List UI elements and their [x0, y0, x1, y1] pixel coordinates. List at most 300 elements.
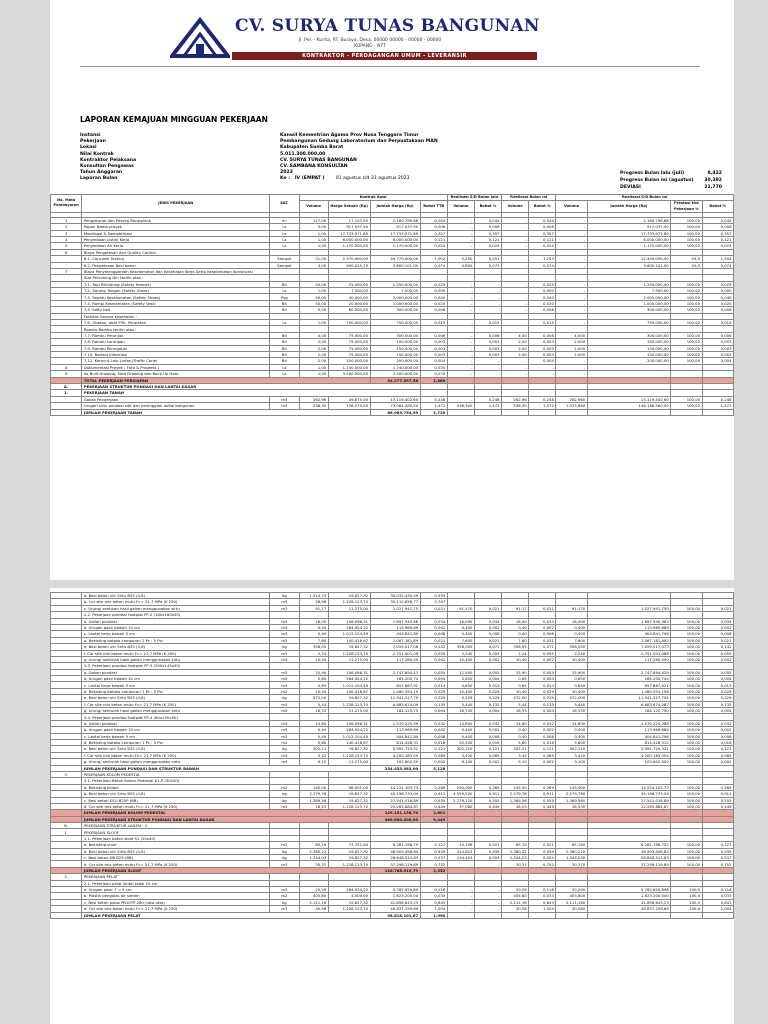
table-cell: 37.298.119,89: [370, 861, 420, 867]
table-cell: TOTAL PEKERJAAN PERSIAPAN: [82, 377, 370, 383]
table-cell: 0,033: [702, 893, 733, 899]
col-header: Jumlah Harga (Rp): [370, 201, 420, 212]
table-cell: 0,006: [529, 332, 556, 338]
table-cell: 0,229: [420, 695, 447, 701]
table-cell: 20,290: [556, 886, 587, 892]
table-cell: -: [502, 307, 529, 313]
table-cell: 8: [51, 364, 82, 370]
col-header: Prestasi thd Pekerjaan %: [671, 201, 702, 212]
company-name: CV. SURYA TUNAS BANGUNAN: [235, 16, 540, 36]
table-cell: 16,000: [556, 618, 587, 624]
table-cell: Dokumentasi Proyek ( Foto & Progress ): [82, 364, 270, 370]
table-cell: 100.000,00: [328, 358, 370, 364]
table-cell: 300.000,00: [587, 332, 671, 338]
table-cell: 0,029: [474, 688, 501, 694]
table-cell: 25,90: [502, 669, 529, 675]
table-cell: 0,40: [502, 631, 529, 637]
table-cell: c. Urung/ sentulah hasil galian menggunakan sirtu: [82, 605, 270, 611]
table-cell: 184.125,750: [587, 708, 671, 714]
table-cell: 19.827,32: [328, 797, 370, 803]
table-cell: d. Cor site mix beton mutu f'c= 21,7 MPa (K 250): [82, 906, 270, 912]
table-cell: PEKERJAAN STRUKTUR PONDASI DAN LANTAI DASAR: [82, 383, 420, 389]
table-cell: 1,990: [420, 912, 447, 918]
table-cell: m3: [270, 396, 299, 402]
table-cell: 6.683.674,09: [370, 701, 420, 707]
table-cell: Sampel: [270, 262, 299, 268]
table-cell: 0,911: [702, 791, 733, 797]
table-cell: 100,00: [671, 842, 702, 848]
table-cell: 2.180.796,68: [370, 217, 420, 223]
table-cell: Psg: [270, 294, 299, 300]
table-cell: 0,008: [474, 733, 501, 739]
table-cell: 1,504: [702, 256, 733, 262]
table-cell: [502, 912, 529, 918]
table-cell: 100,00: [671, 708, 702, 714]
info-value: CV. SAMBANA KONSULTAN: [280, 164, 348, 170]
table-cell: 30,37: [299, 861, 328, 867]
table-cell: 19.827,32: [328, 848, 370, 854]
table-cell: 1.570.225,39: [370, 720, 420, 726]
table-cell: 0,006: [420, 332, 447, 338]
table-cell: Bh: [270, 345, 299, 351]
table-cell: 0,400: [556, 631, 587, 637]
table-cell: 91,170: [447, 605, 474, 611]
col-header: Bobot %: [529, 201, 556, 212]
table-cell: 4: [51, 236, 82, 242]
table-cell: 0,911: [474, 791, 501, 797]
table-cell: -: [447, 358, 474, 364]
table-cell: 7,60: [299, 637, 328, 643]
table-cell: 0,008: [420, 224, 447, 230]
table-cell: 49.837.259,69: [587, 906, 671, 912]
table-cell: 1,00: [299, 364, 328, 370]
table-cell: m3: [270, 656, 299, 662]
table-cell: -: [447, 224, 474, 230]
table-cell: 1.228.123,70: [328, 803, 370, 809]
table-cell: 0,400: [556, 624, 587, 630]
table-cell: 85,190: [556, 842, 587, 848]
table-cell: 0,074: [420, 262, 447, 268]
table-cell: 5.782.620,896: [587, 886, 671, 892]
table-cell: 1.228.123,70: [328, 752, 370, 758]
table-cell: 140.418,67: [328, 688, 370, 694]
table-cell: 100,00: [671, 224, 702, 230]
table-cell: [502, 409, 529, 415]
table-cell: 0,003: [474, 339, 501, 345]
progress-table-part-1: [50, 194, 734, 416]
table-cell: 16,33: [502, 708, 529, 714]
table-cell: 0,032: [474, 720, 501, 726]
table-cell: 1.027.941,75: [370, 605, 420, 611]
table-cell: 0,135: [529, 701, 556, 707]
col-header: Volume: [299, 201, 328, 212]
table-cell: 0,015: [420, 320, 447, 326]
table-cell: 0,032: [420, 720, 447, 726]
table-cell: 0,357: [529, 230, 556, 236]
table-cell: 0,013: [529, 682, 556, 688]
table-cell: 3.600.101,00: [370, 262, 420, 268]
table-cell: 0,016: [702, 739, 733, 745]
table-cell: -: [447, 339, 474, 345]
table-cell: a. Urugan pasir 7 = 5 cm: [82, 886, 270, 892]
table-cell: -: [447, 332, 474, 338]
table-cell: 284.924,22: [328, 624, 370, 630]
table-cell: m3: [270, 682, 299, 688]
table-cell: 0,044: [420, 217, 447, 223]
table-cell: m3: [270, 650, 299, 656]
table-cell: 0,033: [420, 893, 447, 899]
table-cell: 14,80: [299, 720, 328, 726]
table-cell: m3: [270, 733, 299, 739]
table-cell: 2,00: [502, 339, 529, 345]
table-cell: 6.000.000,00: [587, 236, 671, 242]
table-cell: 1.228.123,70: [328, 906, 370, 912]
table-cell: Ls: [270, 243, 299, 249]
table-cell: 100,00: [671, 332, 702, 338]
table-cell: 113.969,69: [370, 727, 420, 733]
table-cell: 0,229: [447, 695, 474, 701]
table-cell: 0,085: [474, 752, 501, 758]
table-cell: 0,002: [702, 624, 733, 630]
table-cell: -: [447, 396, 474, 402]
table-cell: 28,98: [299, 599, 328, 605]
table-cell: 40,58: [299, 906, 328, 912]
table-cell: 1.170.000,00: [328, 243, 370, 249]
table-cell: 14,800: [447, 720, 474, 726]
table-cell: A.: [51, 383, 82, 389]
table-cell: 26.648.513,83: [370, 855, 420, 861]
table-cell: 16,000: [447, 618, 474, 624]
table-cell: 0,135: [474, 701, 501, 707]
progress-values: [700, 170, 722, 191]
table-cell: [702, 912, 733, 918]
table-cell: kg: [270, 899, 299, 905]
table-cell: PEKERJAAN KOLOM PEDESTAL: [82, 771, 270, 777]
table-cell: b. Urugan pasir bawah 10 cm: [82, 624, 270, 630]
table-cell: 100,00: [671, 624, 702, 630]
table-cell: 73.721,64: [328, 842, 370, 848]
table-cell: 0,004: [702, 676, 733, 682]
table-cell: 1.344,03: [299, 855, 328, 861]
table-cell: -: [556, 262, 587, 268]
report-range: 01 agustus s/d 31 agustus 2023: [335, 176, 410, 182]
table-cell: Rambu-Rambu terdiri atas :: [82, 326, 270, 332]
table-cell: 25,0: [671, 262, 702, 268]
col-header: Volume: [502, 201, 529, 212]
table-cell: 0,002: [420, 759, 447, 765]
table-cell: 19.827,32: [328, 746, 370, 752]
table-cell: 0,003: [529, 352, 556, 358]
info-label: Instansi: [80, 133, 101, 138]
table-cell: 0,121: [702, 236, 733, 242]
table-cell: 0,008: [529, 733, 556, 739]
table-cell: [51, 409, 82, 415]
table-cell: c. Lantai kerja bawah 5 cm: [82, 631, 270, 637]
table-cell: 9,100: [556, 759, 587, 765]
table-cell: 91,17: [502, 605, 529, 611]
table-cell: 2,000: [556, 345, 587, 351]
table-cell: 1.1. Pekerjaan beton sloof S1 (20x40): [82, 835, 270, 841]
table-cell: m3: [270, 861, 299, 867]
table-cell: -: [474, 893, 501, 899]
table-cell: 1.000.000,00: [587, 300, 671, 306]
table-cell: 0,006: [702, 307, 733, 313]
table-cell: 3.1. Pekerjaan Beton Kolom Pedestal K1-P (50x50): [82, 778, 270, 784]
table-cell: 37.298.119,89: [587, 861, 671, 867]
table-cell: 150.000,00: [587, 339, 671, 345]
table-cell: 100,00: [671, 733, 702, 739]
table-cell: 0,008: [420, 631, 447, 637]
table-cell: -: [556, 364, 587, 370]
info-value: CV. SURYA TUNAS BANGUNAN: [280, 157, 357, 163]
table-cell: 50,00: [299, 281, 328, 287]
table-cell: 0,248: [529, 396, 556, 402]
table-cell: 0,055: [420, 650, 447, 656]
table-cell: 7.059.517,073: [587, 644, 671, 650]
info-label: Lokasi: [80, 145, 97, 151]
report-title: LAPORAN KEMAJUAN MINGGUAN PEKERJAAN: [80, 115, 268, 124]
table-cell: 0,229: [474, 695, 501, 701]
table-cell: 536,30: [502, 403, 529, 409]
table-cell: 7.8. Rambu Larangan: [82, 339, 270, 345]
table-cell: 7.6. Obatan, obat P3K, Peralatan: [82, 320, 270, 326]
table-cell: -: [529, 364, 556, 370]
table-cell: 2.380,22: [299, 848, 328, 854]
table-cell: -: [447, 352, 474, 358]
table-cell: Ls: [270, 364, 299, 370]
table-cell: -: [447, 243, 474, 249]
table-cell: -: [556, 288, 587, 294]
table-cell: 6.281.196,752: [587, 842, 671, 848]
table-cell: -: [502, 224, 529, 230]
table-cell: b. Urugan pasir bawah 10 cm: [82, 727, 270, 733]
table-cell: 0,248: [420, 396, 447, 402]
table-cell: 1.570.225,388: [587, 720, 671, 726]
table-cell: 2.4. Pekerjaan pondasi footplat FP-4 (80x150x50): [82, 714, 270, 720]
table-cell: 0,116: [702, 886, 733, 892]
table-cell: 11.341.227,70: [370, 695, 420, 701]
report-page-2: [50, 588, 734, 1024]
table-cell: 13.119.402,60: [587, 396, 671, 402]
table-cell: 0,449: [474, 803, 501, 809]
table-cell: 100,00: [671, 307, 702, 313]
progress-label: Progress Bulan lalu (juli): [620, 171, 685, 176]
table-cell: 0,135: [420, 701, 447, 707]
table-cell: 5,250: [447, 256, 474, 262]
table-cell: 1.067.181,89: [370, 637, 420, 643]
table-cell: 4,000: [556, 332, 587, 338]
table-cell: 9: [51, 371, 82, 377]
table-cell: 0,142: [420, 644, 447, 650]
table-cell: 9,10: [502, 759, 529, 765]
table-cell: -: [474, 371, 501, 377]
table-cell: 0,752: [702, 861, 733, 867]
table-cell: 1,004: [529, 906, 556, 912]
table-cell: 0,013: [474, 682, 501, 688]
table-cell: 0,074: [702, 262, 733, 268]
table-cell: 100,00: [671, 803, 702, 809]
table-cell: a. Besi beton ulir Sirtu B25 (4,8): [82, 593, 270, 599]
table-cell: 7.2. Sarung Tangan (Safety Glove): [82, 288, 270, 294]
table-cell: 17.733.971,89: [328, 230, 370, 236]
table-cell: [447, 409, 474, 415]
table-cell: 572,00: [299, 695, 328, 701]
table-cell: 0,002: [474, 624, 501, 630]
table-cell: kg: [270, 695, 299, 701]
company-tagline: KONTRAKTOR - PERDAGANGAN UMUM - LEVERANSIR: [232, 52, 537, 60]
table-cell: 22.265.884,87: [587, 803, 671, 809]
table-cell: 73.084.260,50: [370, 403, 420, 409]
table-cell: m3: [270, 669, 299, 675]
table-cell: 100,0: [671, 899, 702, 905]
table-cell: -: [556, 358, 587, 364]
table-cell: 0,752: [420, 861, 447, 867]
table-cell: 4.559,520: [447, 791, 474, 797]
table-cell: 6: [51, 249, 82, 255]
table-cell: m3: [270, 624, 299, 630]
table-cell: 6.000.000,00: [328, 236, 370, 242]
table-cell: -: [502, 217, 529, 223]
table-cell: 0,121: [420, 746, 447, 752]
table-cell: 1,00: [299, 230, 328, 236]
table-cell: 1.: [51, 829, 82, 835]
table-cell: 1,472: [529, 403, 556, 409]
table-cell: -: [447, 217, 474, 223]
table-cell: -: [556, 294, 587, 300]
table-cell: 7.4. Rompi Keselamatan (Safety Vest): [82, 300, 270, 306]
table-cell: 46.903.458,84: [370, 848, 420, 854]
table-cell: 2,00: [299, 339, 328, 345]
table-cell: 14.224.103,73: [587, 784, 671, 790]
table-cell: -: [447, 886, 474, 892]
table-cell: 4.200.183,05: [370, 752, 420, 758]
table-cell: 0,008: [529, 224, 556, 230]
table-cell: 414,823: [447, 848, 474, 854]
table-cell: Urugan sirtu pondasi site dan peninggian lantai bangunan: [82, 403, 270, 409]
table-cell: 18,53: [502, 803, 529, 809]
table-cell: f. Cor site mix beton mutu f'c= 21,7 MPa (K 250): [82, 752, 270, 758]
table-cell: -: [447, 307, 474, 313]
table-cell: 100,00: [671, 848, 702, 854]
table-cell: 2,601: [420, 810, 447, 816]
table-cell: 284.924,22: [328, 727, 370, 733]
table-cell: 3.500.000,00: [328, 371, 370, 377]
table-cell: 113.969,689: [587, 624, 671, 630]
table-cell: Galian Pengerjaan: [82, 396, 270, 402]
table-cell: 100,00: [671, 688, 702, 694]
table-cell: 0,002: [529, 759, 556, 765]
table-cell: 0,843: [529, 899, 556, 905]
table-cell: 0,269: [702, 784, 733, 790]
table-cell: 98.818.101,67: [370, 912, 420, 918]
table-cell: [702, 409, 733, 415]
table-cell: 140.418,67: [328, 637, 370, 643]
table-cell: Bh: [270, 352, 299, 358]
table-cell: 100,00: [671, 358, 702, 364]
table-cell: 0,085: [702, 752, 733, 758]
table-cell: 3,420: [447, 752, 474, 758]
table-cell: 404.841,796: [587, 733, 671, 739]
table-cell: 0,593: [420, 593, 447, 599]
table-cell: 100,00: [671, 644, 702, 650]
col-header: Bobot %: [474, 201, 501, 212]
table-cell: e. Besi beton ulir Sirtu B25 (4,8): [82, 695, 270, 701]
table-cell: 100,00: [671, 281, 702, 287]
table-cell: Penyediaan Listrik Kerja: [82, 236, 270, 242]
table-cell: -: [502, 294, 529, 300]
table-cell: Ls: [270, 236, 299, 242]
table-cell: 2.000.000,00: [370, 294, 420, 300]
table-cell: 0,015: [474, 320, 501, 326]
table-cell: 572,000: [556, 695, 587, 701]
table-cell: 5,800: [556, 739, 587, 745]
table-cell: 0,555: [702, 797, 733, 803]
table-cell: 0,024: [702, 243, 733, 249]
col-header: Volume: [556, 201, 587, 212]
table-cell: 10,400: [447, 688, 474, 694]
table-cell: 106.096,31: [328, 720, 370, 726]
table-cell: 0,707: [420, 599, 447, 605]
table-cell: 7.10. Rambu Informasi: [82, 352, 270, 358]
table-cell: 19.827,32: [328, 593, 370, 599]
table-cell: [51, 912, 82, 918]
table-cell: m3: [270, 720, 299, 726]
table-cell: 75.000,00: [328, 339, 370, 345]
table-cell: PEKERJAAN TANAH: [82, 390, 420, 396]
table-cell: 2.747.894,43: [370, 669, 420, 675]
table-cell: Ls: [270, 320, 299, 326]
table-cell: 0,003: [420, 352, 447, 358]
col-header: SAT.: [270, 195, 299, 213]
table-cell: 0,357: [702, 230, 733, 236]
table-cell: 2.747.894,429: [587, 669, 671, 675]
table-cell: -: [556, 236, 587, 242]
table-cell: 0,121: [529, 236, 556, 242]
table-cell: -: [474, 307, 501, 313]
table-cell: 185.200,744: [587, 676, 671, 682]
letterhead: [170, 14, 610, 64]
table-cell: Bh: [270, 339, 299, 345]
table-cell: 7.9. Rambu Peringatan: [82, 345, 270, 351]
table-cell: 100,00: [671, 339, 702, 345]
table-cell: Biaya Penyelenggaraan Keselamatan dan Kesehatan Kerja Serta Keselamatan Konstruksi: [82, 268, 270, 274]
table-cell: 45.198.733,04: [370, 791, 420, 797]
table-cell: Bh: [270, 358, 299, 364]
table-cell: 0,003: [474, 352, 501, 358]
table-cell: 100,00: [671, 797, 702, 803]
table-cell: 3,420: [556, 752, 587, 758]
table-cell: -: [474, 364, 501, 370]
table-cell: -: [556, 300, 587, 306]
table-cell: 0,008: [474, 224, 501, 230]
table-cell: JUMLAH PEKERJAAN KOLOM PEDESTAL: [82, 810, 370, 816]
table-cell: 2.1. Pekerjaan pelat lantai tebal 10 cm: [82, 880, 270, 886]
table-cell: 3,42: [502, 752, 529, 758]
table-cell: 0,65: [502, 682, 529, 688]
table-cell: 7: [51, 268, 82, 274]
table-cell: kg: [270, 644, 299, 650]
table-cell: 1.073,680: [556, 403, 587, 409]
table-cell: -: [474, 861, 501, 867]
table-cell: 1.514,75: [299, 593, 328, 599]
table-cell: g. Urung/ sentulah hasil galian menggunakan sirtu: [82, 759, 270, 765]
table-cell: 2.380,220: [556, 848, 587, 854]
company-logo-icon: [170, 16, 230, 60]
table-cell: 0,121: [474, 746, 501, 752]
table-cell: 30.032.430,49: [370, 593, 420, 599]
table-cell: 0,085: [420, 752, 447, 758]
table-cell: 0,229: [702, 695, 733, 701]
